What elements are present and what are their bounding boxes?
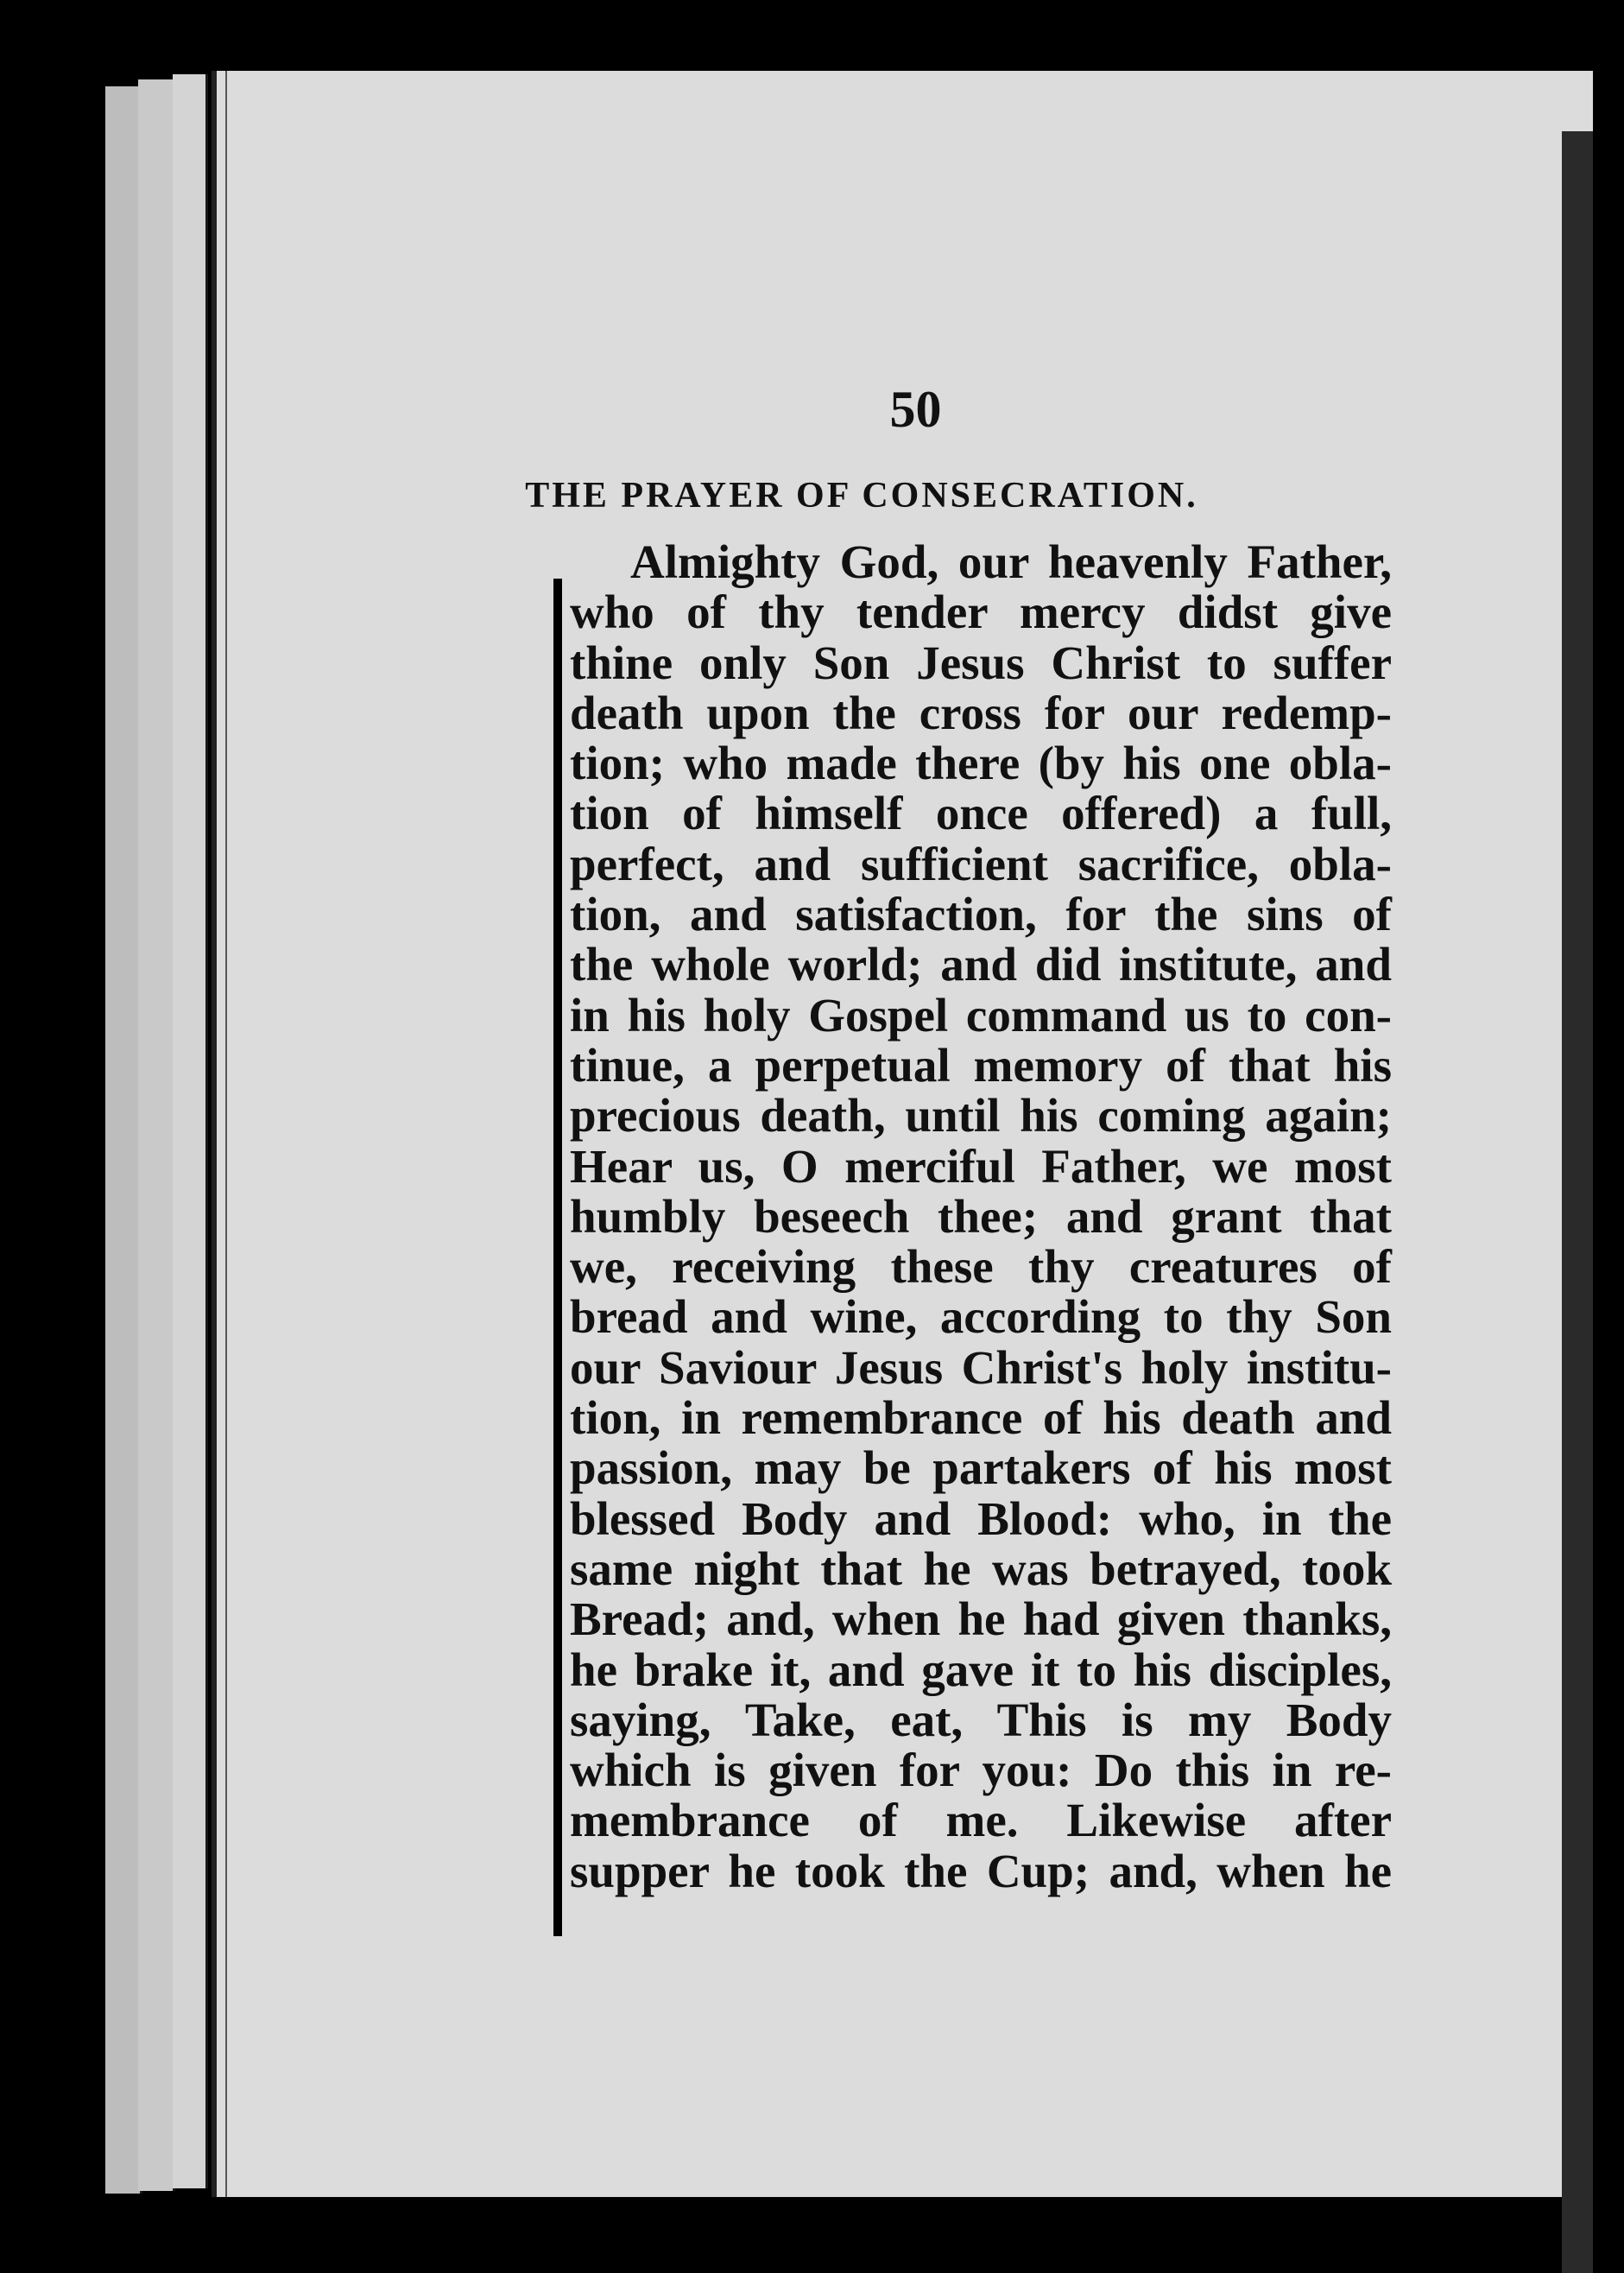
- text-line: supper he took the Cup; and, when he: [570, 1844, 1392, 1897]
- text-line: blessed Body and Blood: who, in the: [570, 1491, 1392, 1545]
- text-line: which is given for you: Do this in re-: [570, 1744, 1392, 1797]
- text-line: thine only Son Jesus Christ to suffer: [570, 636, 1392, 689]
- text-line: Almighty God, our heavenly Father,: [630, 535, 1392, 588]
- text-line: precious death, until his coming again;: [570, 1089, 1392, 1143]
- text-line: tinue, a perpetual memory of that his: [570, 1038, 1392, 1092]
- text-line: perfect, and sufficient sacrifice, obla-: [570, 837, 1392, 890]
- text-line: Bread; and, when he had given thanks,: [570, 1592, 1392, 1646]
- text-line: tion, and satisfaction, for the sins of: [570, 888, 1392, 941]
- text-line: tion of himself once offered) a full,: [570, 787, 1392, 840]
- text-line: tion; who made there (by his one obla-: [570, 737, 1392, 790]
- marginal-bar: [553, 579, 562, 1936]
- page-heading: THE PRAYER OF CONSECRATION.: [525, 476, 1198, 516]
- prayer-text: [570, 537, 1392, 1896]
- text-line: we, receiving these thy creatures of: [570, 1240, 1392, 1294]
- text-line: in his holy Gospel command us to con-: [570, 988, 1392, 1042]
- text-line: death upon the cross for our redemp-: [570, 686, 1392, 739]
- text-line: same night that he was betrayed, took: [570, 1542, 1392, 1595]
- text-line: passion, may be partakers of his most: [570, 1441, 1392, 1495]
- text-line: tion, in remembrance of his death and: [570, 1391, 1392, 1445]
- text-line: bread and wine, according to thy Son: [570, 1290, 1392, 1344]
- book-binding: [1562, 131, 1593, 2273]
- text-line: the whole world; and did institute, and: [570, 938, 1392, 991]
- text-line: saying, Take, eat, This is my Body: [570, 1693, 1392, 1746]
- text-line: who of thy tender mercy didst give: [570, 586, 1392, 639]
- text-line: membrance of me. Likewise after: [570, 1794, 1392, 1847]
- text-line: our Saviour Jesus Christ's holy institu-: [570, 1340, 1392, 1394]
- text-line: humbly beseech thee; and grant that: [570, 1189, 1392, 1243]
- text-line: Hear us, O merciful Father, we most: [570, 1139, 1392, 1193]
- text-line: he brake it, and gave it to his disciples,: [570, 1643, 1392, 1696]
- page-number: 50: [889, 381, 942, 438]
